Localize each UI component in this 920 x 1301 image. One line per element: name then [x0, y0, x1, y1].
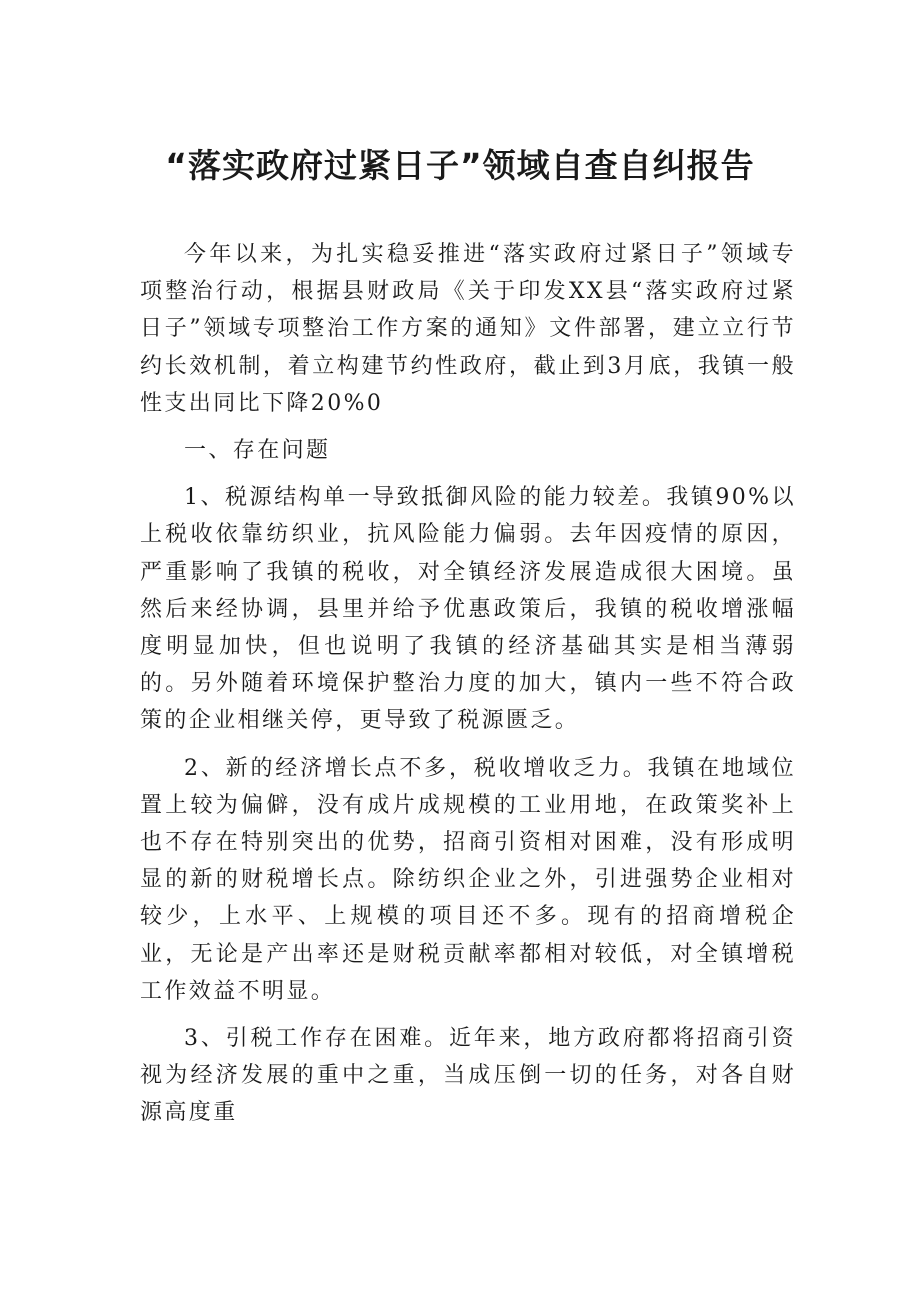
paragraph-item-2: 2、新的经济增长点不多，税收增收乏力。我镇在地域位置上较为偏僻，没有成片成规模的工业用地，在政策奖补上也不存在特别突出的优势，招商引资相对困难，没有形成明显的新的财税增长点。除纺织企业之外，引进强势企业相对较少，上水平、上规模的项目还不多。现有的招商增税企业，无论是产出率还是财税贡献率都相对较低，对全镇增税工作效益不明显。 [140, 755, 796, 1004]
document-title: “落实政府过紧日子”领域自查自纠报告 [165, 146, 755, 185]
paragraph-item-3: 3、引税工作存在困难。近年来，地方政府都将招商引资视为经济发展的重中之重，当成压倒一切的任务，对各自财源高度重 [140, 1026, 796, 1126]
paragraph-item-1: 1、税源结构单一导致抵御风险的能力较差。我镇90%以上税收依靠纺织业，抗风险能力偏弱。去年因疫情的原因，严重影响了我镇的税收，对全镇经济发展造成很大困境。虽然后来经协调，县里并给予优惠政策后，我镇的税收增涨幅度明显加快，但也说明了我镇的经济基础其实是相当薄弱的。另外随着环境保护整治力度的加大，镇内一些不符合政策的企业相继关停，更导致了税源匮乏。 [140, 485, 796, 734]
document-body [140, 236, 796, 1142]
paragraph-intro: 今年以来，为扎实稳妥推进“落实政府过紧日子”领域专项整治行动，根据县财政局《关于印发XX县“落实政府过紧日子”领域专项整治工作方案的通知》文件部署，建立立行节约长效机制，着立构建节约性政府，截止到3月底，我镇一般性支出同比下降20%0 [140, 242, 796, 416]
section-heading-problems: 一、存在问题 [184, 438, 331, 464]
